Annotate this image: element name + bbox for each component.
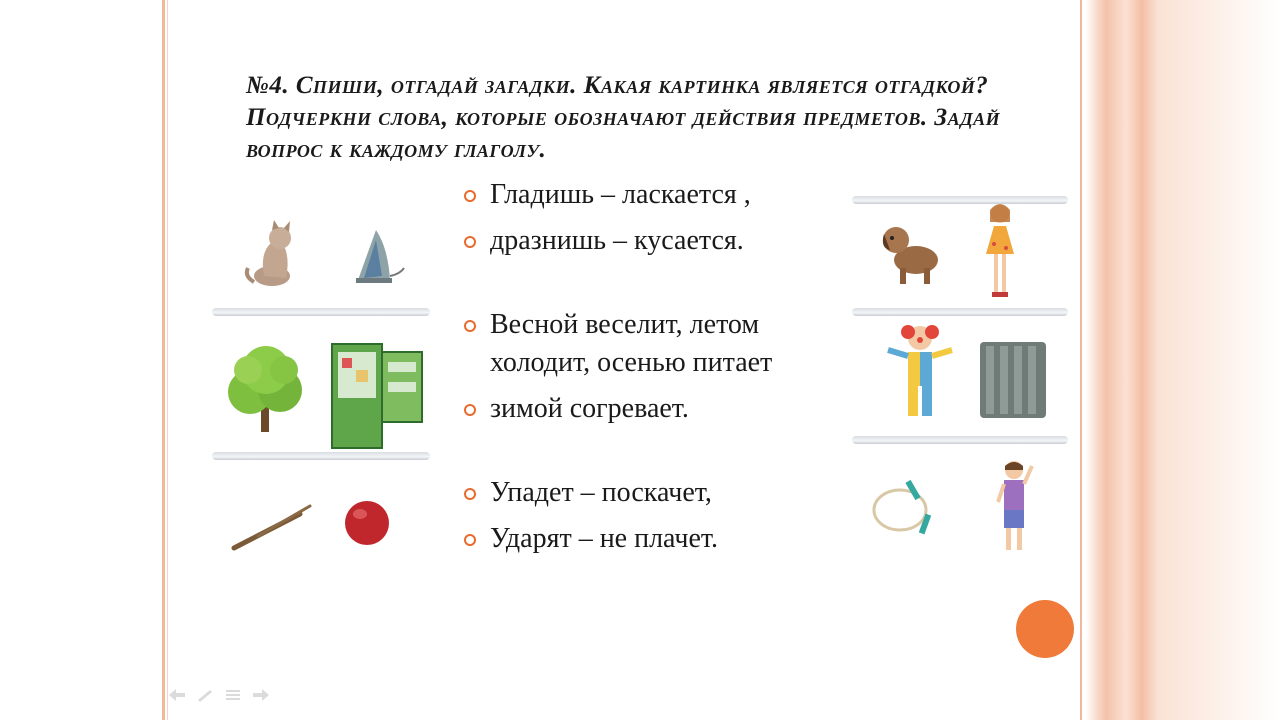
decorative-circle xyxy=(1016,600,1074,658)
frame-line-left xyxy=(162,0,165,720)
list-item xyxy=(462,520,862,558)
arrow-left-icon[interactable] xyxy=(168,688,186,702)
riddles-list xyxy=(462,176,862,558)
bullet-icon xyxy=(464,320,476,332)
cat-picture xyxy=(234,216,314,296)
boy-picture xyxy=(992,456,1036,560)
task-title: №4. Спиши, отгадай загадки. Какая картинка является отгадкой? Подчеркни слова, которые обозначают действия предметов. Задай вопрос к каждому глаголу. xyxy=(246,72,1001,163)
riddle-line: Ударят – не плачет. xyxy=(490,523,719,554)
list-item xyxy=(462,306,862,382)
riddle-line: холодит, осенью питает xyxy=(490,347,773,378)
bullet-icon xyxy=(464,190,476,202)
girl-picture xyxy=(972,200,1028,304)
right-picture-panel xyxy=(852,196,1068,568)
riddle-line: Весной веселит, летом xyxy=(490,309,760,340)
frame-line-left-inner xyxy=(167,0,168,720)
shelf-divider xyxy=(852,308,1068,316)
bullet-icon xyxy=(464,534,476,546)
jump-rope-picture xyxy=(866,470,950,542)
menu-icon[interactable] xyxy=(224,688,242,702)
shelf-divider xyxy=(852,436,1068,444)
tree-picture xyxy=(218,340,314,440)
riddle-line: зимой согревает. xyxy=(490,393,689,424)
slide-nav xyxy=(168,688,270,702)
bullet-icon xyxy=(464,236,476,248)
bullet-icon xyxy=(464,404,476,416)
shelf-divider xyxy=(212,452,430,460)
iron-picture xyxy=(342,218,422,298)
riddle-line: Упадет – поскачет, xyxy=(490,477,712,508)
left-margin xyxy=(0,0,162,720)
bullet-icon xyxy=(464,488,476,500)
riddle-line: дразнишь – кусается. xyxy=(490,225,744,256)
shelf-divider xyxy=(212,308,430,316)
ball-picture xyxy=(342,498,392,548)
shelf-divider xyxy=(852,196,1068,204)
refrigerator-picture xyxy=(328,340,428,452)
riddle-line: Гладишь – ласкается , xyxy=(490,179,751,210)
list-item xyxy=(462,474,862,512)
decorative-rail xyxy=(1086,0,1280,720)
clown-picture xyxy=(878,320,962,424)
list-item xyxy=(462,176,862,214)
radiator-picture xyxy=(976,336,1054,424)
frame-line-right xyxy=(1080,0,1082,720)
pen-icon[interactable] xyxy=(196,688,214,702)
list-item xyxy=(462,390,862,428)
left-picture-panel xyxy=(212,208,430,574)
list-item xyxy=(462,222,862,260)
dog-picture xyxy=(876,212,952,288)
stick-picture xyxy=(228,496,318,556)
arrow-right-icon[interactable] xyxy=(252,688,270,702)
